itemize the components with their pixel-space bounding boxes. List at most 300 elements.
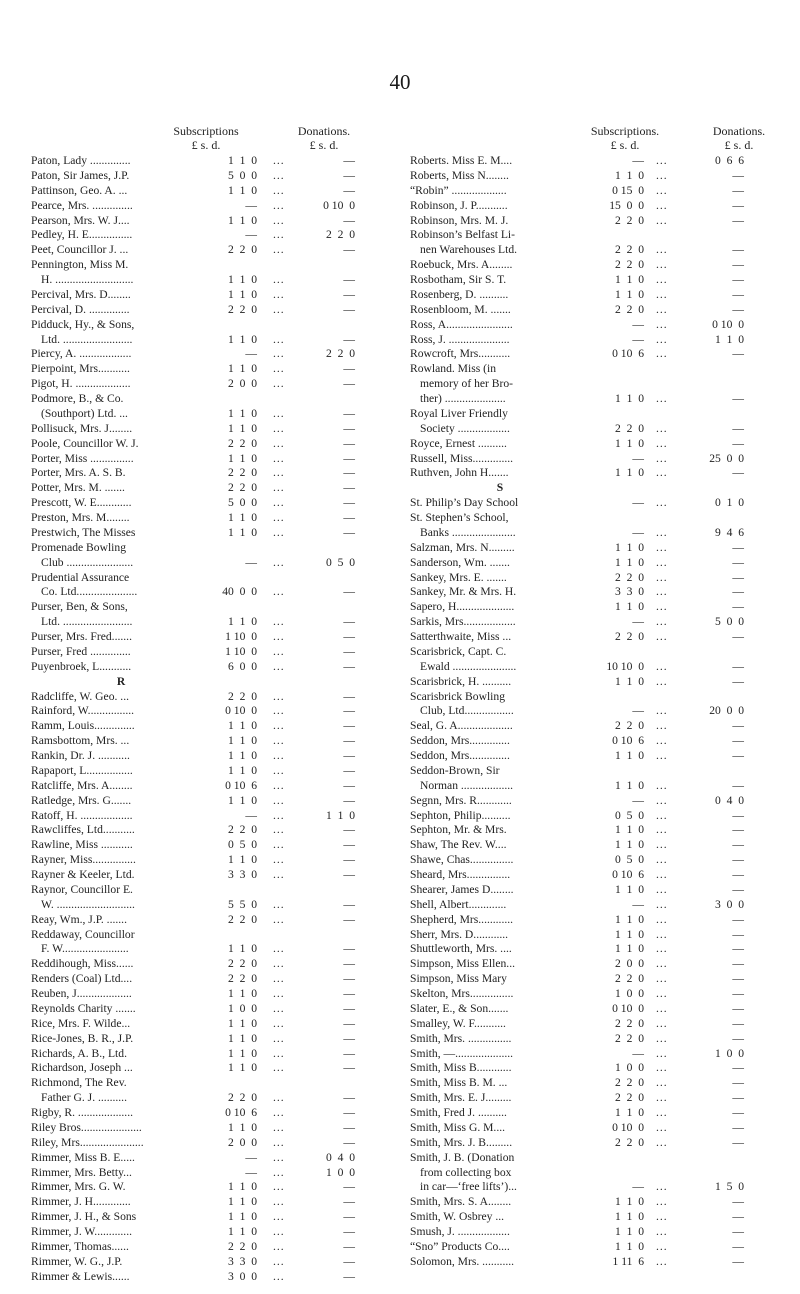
- entry-name: Pigot, H. ...................: [31, 377, 131, 391]
- subscription-amount: 2 2 0: [228, 689, 257, 703]
- subscription-amount: 0 10 6: [612, 347, 644, 361]
- subscription-amount: 1 1 0: [615, 287, 644, 301]
- list-item: [31, 452, 407, 467]
- list-item: [410, 392, 790, 407]
- donation-amount: 1 0 0: [715, 1046, 744, 1060]
- entry-name: Ratoff, H. ..................: [31, 808, 133, 822]
- section-heading: S: [496, 481, 504, 495]
- leader-dots: ...: [273, 719, 285, 733]
- entry-name: Pearce, Mrs. ..............: [31, 198, 133, 212]
- list-item: [31, 1195, 407, 1210]
- entry-name: Rimmer, Thomas......: [31, 1239, 129, 1253]
- list-item: [31, 1255, 407, 1270]
- leader-dots: ...: [656, 615, 668, 629]
- entry-name: Richards, A. B., Ltd.: [31, 1046, 127, 1060]
- subscription-amount: 2 2 0: [615, 630, 644, 643]
- donation-amount: 3 0 0: [715, 897, 744, 911]
- leader-dots: ...: [273, 1239, 285, 1253]
- donation-amount: —: [732, 927, 744, 941]
- list-item: [410, 1017, 790, 1032]
- leader-dots: ...: [656, 942, 668, 956]
- leader-dots: ...: [273, 1180, 285, 1194]
- section-heading: R: [116, 674, 126, 688]
- leader-dots: ...: [656, 1091, 668, 1105]
- list-item: [31, 1047, 407, 1062]
- entry-name: Prescott, W. E............: [31, 496, 132, 510]
- donations-heading-right: Donations.: [712, 124, 766, 138]
- subscription-amount: 1 1 0: [615, 168, 644, 182]
- leader-dots: ...: [273, 838, 285, 852]
- leader-dots: ...: [273, 466, 285, 480]
- donation-amount: 0 4 0: [715, 793, 744, 807]
- leader-dots: ...: [273, 644, 285, 658]
- subscription-amount: 1 10 0: [225, 644, 257, 658]
- donation-amount: —: [343, 630, 355, 643]
- entry-name: Smith, Mrs. S. A........: [410, 1195, 512, 1209]
- donation-amount: —: [343, 749, 355, 762]
- list-item: [410, 556, 790, 571]
- subscriptions-units-right: £ s. d.: [610, 138, 640, 152]
- list-item: [31, 942, 407, 957]
- list-item: [31, 749, 407, 764]
- donation-amount: —: [343, 853, 355, 867]
- donation-amount: —: [732, 912, 744, 926]
- list-item: [410, 630, 790, 645]
- subscription-amount: 1 1 0: [228, 362, 257, 376]
- list-item: [31, 883, 407, 898]
- subscription-amount: 1 1 0: [615, 912, 644, 926]
- subscriptions-units: £ s. d.: [191, 138, 221, 152]
- entry-name: Ratledge, Mrs. G.......: [31, 793, 132, 807]
- list-item: [31, 719, 407, 734]
- leader-dots: ...: [273, 615, 285, 629]
- entry-name: Rosenbloom, M. .......: [410, 302, 511, 316]
- donation-amount: —: [343, 778, 355, 792]
- entry-name: Seddon, Mrs..............: [410, 749, 510, 762]
- subscription-amount: 2 2 0: [228, 481, 257, 495]
- entry-name: Sarkis, Mrs..................: [410, 615, 516, 629]
- leader-dots: ...: [273, 154, 285, 167]
- donation-amount: —: [732, 243, 744, 257]
- entry-name: F. W.......................: [41, 942, 129, 956]
- leader-dots: ...: [656, 258, 668, 272]
- subscription-amount: —: [245, 228, 257, 242]
- leader-dots: ...: [273, 823, 285, 837]
- leader-dots: ...: [273, 808, 285, 822]
- subscription-amount: —: [245, 555, 257, 569]
- entry-name: W. ...........................: [41, 897, 135, 911]
- entry-name: Rawcliffes, Ltd...........: [31, 823, 135, 837]
- list-item: [31, 645, 407, 660]
- donation-amount: —: [732, 823, 744, 837]
- donation-amount: —: [732, 347, 744, 361]
- leader-dots: ...: [273, 749, 285, 762]
- list-item: [31, 214, 407, 229]
- subscription-amount: 1 1 0: [228, 942, 257, 956]
- list-item: [31, 199, 407, 214]
- entry-name: Pearson, Mrs. W. J....: [31, 213, 130, 227]
- subscription-amount: 0 15 0: [612, 183, 644, 197]
- entry-name: Slater, E., & Son.......: [410, 1001, 509, 1015]
- donation-amount: —: [343, 868, 355, 881]
- entry-name: Seal, G. A...................: [410, 719, 513, 733]
- entry-name: Porter, Mrs. A. S. B.: [31, 466, 126, 480]
- donation-amount: 2 2 0: [326, 347, 355, 361]
- entry-name: Ruthven, John H.......: [410, 466, 509, 480]
- leader-dots: ...: [273, 1046, 285, 1060]
- leader-dots: ...: [273, 1061, 285, 1075]
- subscription-amount: —: [632, 704, 644, 718]
- donations-units-right: £ s. d.: [724, 138, 754, 152]
- leader-dots: ...: [273, 1120, 285, 1134]
- entry-name: Preston, Mrs. M........: [31, 511, 130, 524]
- list-item: [410, 1002, 790, 1017]
- donation-amount: —: [343, 987, 355, 1000]
- list-item: [410, 1255, 790, 1270]
- entry-name: Scarisbrick Bowling: [410, 689, 505, 703]
- subscription-amount: 5 0 0: [228, 496, 257, 510]
- leader-dots: ...: [656, 154, 668, 167]
- list-item: [410, 1195, 790, 1210]
- list-item: [410, 377, 790, 392]
- leader-dots: ...: [273, 421, 285, 435]
- leader-dots: ...: [273, 734, 285, 748]
- leader-dots: ...: [656, 630, 668, 643]
- subscription-amount: 1 1 0: [615, 436, 644, 450]
- entry-name: Pennington, Miss M.: [31, 258, 129, 272]
- subscription-amount: 2 2 0: [228, 823, 257, 837]
- subscription-amount: 1 1 0: [228, 615, 257, 629]
- leader-dots: ...: [656, 287, 668, 301]
- subscription-amount: 1 11 6: [612, 1254, 644, 1268]
- subscription-amount: —: [632, 615, 644, 629]
- subscription-amount: 1 1 0: [228, 1016, 257, 1030]
- list-item: [31, 615, 407, 630]
- list-item: [410, 1225, 790, 1240]
- entry-name: Rosbotham, Sir S. T.: [410, 273, 507, 286]
- subscription-amount: 1 1 0: [615, 273, 644, 286]
- list-item: [31, 764, 407, 779]
- entry-name: Sankey, Mr. & Mrs. H.: [410, 585, 517, 599]
- list-item: [410, 1032, 790, 1047]
- list-item: [410, 690, 790, 705]
- right-column-header: [410, 124, 790, 154]
- donation-amount: —: [732, 168, 744, 182]
- list-item: [31, 972, 407, 987]
- leader-dots: ...: [273, 273, 285, 286]
- list-item: [31, 1151, 407, 1166]
- donation-amount: —: [732, 600, 744, 614]
- leader-dots: ...: [273, 763, 285, 777]
- entry-name: Shearer, James D........: [410, 882, 514, 896]
- donation-amount: —: [732, 570, 744, 584]
- leader-dots: ...: [656, 1016, 668, 1030]
- list-item: [410, 407, 790, 422]
- subscription-amount: 1 0 0: [228, 1001, 257, 1015]
- list-item: [31, 1061, 407, 1076]
- list-item: [410, 199, 790, 214]
- list-item: [31, 154, 407, 169]
- list-item: [410, 868, 790, 883]
- leader-dots: ...: [656, 347, 668, 361]
- list-item: [31, 704, 407, 719]
- donation-amount: 2 2 0: [326, 228, 355, 242]
- subscription-amount: 1 1 0: [228, 1210, 257, 1224]
- subscription-amount: 2 2 0: [228, 1091, 257, 1105]
- subscription-amount: 1 1 0: [615, 882, 644, 896]
- entry-name: Rayner, Miss...............: [31, 853, 136, 867]
- donation-amount: 1 0 0: [326, 1165, 355, 1179]
- entry-name: Shawe, Chas...............: [410, 853, 514, 867]
- leader-dots: ...: [656, 912, 668, 926]
- donation-amount: —: [343, 659, 355, 673]
- subscription-amount: 1 1 0: [228, 273, 257, 286]
- list-item: [31, 496, 407, 511]
- donation-amount: —: [732, 540, 744, 554]
- entry-name: Russell, Miss..............: [410, 451, 514, 465]
- subscription-amount: 1 1 0: [228, 213, 257, 227]
- list-item: [31, 184, 407, 199]
- list-item: [410, 1106, 790, 1121]
- donation-amount: —: [343, 183, 355, 197]
- donation-amount: —: [343, 273, 355, 286]
- donation-amount: —: [343, 1254, 355, 1268]
- list-item: [410, 779, 790, 794]
- entry-name: Ross, J. .....................: [410, 332, 510, 346]
- subscription-amount: —: [632, 154, 644, 167]
- list-item: [31, 868, 407, 883]
- list-item: [31, 392, 407, 407]
- list-item: [410, 452, 790, 467]
- entry-name: Pedley, H. E...............: [31, 228, 133, 242]
- donation-amount: 1 5 0: [715, 1180, 744, 1194]
- donation-amount: —: [343, 1239, 355, 1253]
- subscription-amount: 2 2 0: [228, 243, 257, 257]
- leader-dots: ...: [273, 987, 285, 1000]
- list-item: [31, 228, 407, 243]
- subscription-amount: 2 2 0: [615, 1135, 644, 1149]
- entry-name: Potter, Mrs. M. .......: [31, 481, 125, 495]
- subscription-amount: 1 1 0: [615, 392, 644, 405]
- list-item: [31, 690, 407, 705]
- entry-name: Robinson’s Belfast Li-: [410, 228, 515, 242]
- entry-name: St. Philip’s Day School: [410, 496, 519, 510]
- donations-units: £ s. d.: [309, 138, 339, 152]
- donation-amount: —: [732, 838, 744, 852]
- entry-name: Renders (Coal) Ltd....: [31, 972, 133, 986]
- leader-dots: ...: [273, 1150, 285, 1164]
- donation-amount: —: [343, 154, 355, 167]
- entry-name: Rawline, Miss ...........: [31, 838, 133, 852]
- list-item: [410, 1166, 790, 1181]
- leader-dots: ...: [656, 659, 668, 673]
- list-item: [410, 883, 790, 898]
- list-item: [410, 957, 790, 972]
- donation-amount: —: [343, 421, 355, 435]
- donation-amount: —: [343, 332, 355, 346]
- entry-name: Smith, Mrs. J. B.........: [410, 1135, 513, 1149]
- entry-name: Smith, W. Osbrey ...: [410, 1210, 505, 1224]
- entry-name: Podmore, B., & Co.: [31, 392, 124, 405]
- entry-name: Royce, Ernest ..........: [410, 436, 507, 450]
- leader-dots: ...: [273, 659, 285, 673]
- donation-amount: —: [732, 1106, 744, 1119]
- list-item: [31, 823, 407, 838]
- subscription-amount: 0 10 6: [612, 734, 644, 748]
- entry-name: Rigby, R. ...................: [31, 1106, 133, 1119]
- list-item: [31, 1240, 407, 1255]
- leader-dots: ...: [273, 1269, 285, 1283]
- leader-dots: ...: [656, 719, 668, 733]
- leader-dots: ...: [273, 213, 285, 227]
- entry-name: Norman ..................: [420, 778, 514, 792]
- donation-amount: —: [343, 406, 355, 420]
- donation-amount: —: [343, 1016, 355, 1030]
- leader-dots: ...: [656, 1076, 668, 1090]
- leader-dots: ...: [656, 451, 668, 465]
- subscription-amount: 1 1 0: [228, 749, 257, 762]
- donation-amount: —: [343, 912, 355, 926]
- entry-name: Puyenbroek, L...........: [31, 659, 132, 673]
- subscription-amount: 1 1 0: [615, 838, 644, 852]
- leader-dots: ...: [656, 198, 668, 212]
- list-item: [31, 466, 407, 481]
- subscription-amount: —: [632, 317, 644, 331]
- leader-dots: ...: [656, 793, 668, 807]
- subscription-amount: 0 5 0: [228, 838, 257, 852]
- leader-dots: ...: [656, 1106, 668, 1119]
- subscription-amount: 0 10 6: [612, 868, 644, 881]
- list-item: [410, 898, 790, 913]
- list-item: [410, 333, 790, 348]
- subscription-amount: 1 1 0: [615, 778, 644, 792]
- subscription-amount: 1 1 0: [615, 600, 644, 614]
- list-item: [31, 779, 407, 794]
- entry-name: Roebuck, Mrs. A........: [410, 258, 513, 272]
- donation-amount: —: [343, 689, 355, 703]
- subscription-amount: 1 1 0: [615, 540, 644, 554]
- entry-name: Rimmer, J. W.............: [31, 1225, 132, 1238]
- donation-amount: —: [732, 957, 744, 971]
- entry-name: Sheard, Mrs...............: [410, 868, 511, 881]
- entry-name: Reddihough, Miss......: [31, 957, 134, 971]
- list-item: [31, 303, 407, 318]
- entry-name: Smith, —....................: [410, 1046, 514, 1060]
- donation-amount: —: [732, 585, 744, 599]
- list-item: [31, 1076, 407, 1091]
- list-item: [410, 645, 790, 660]
- donation-amount: —: [343, 942, 355, 956]
- entry-name: Smith, Mrs. E. J.........: [410, 1091, 512, 1105]
- entry-name: Ltd. ........................: [41, 615, 133, 629]
- entry-name: Rankin, Dr. J. ...........: [31, 749, 130, 762]
- entry-name: Seddon-Brown, Sir: [410, 763, 500, 777]
- list-item: [31, 243, 407, 258]
- entry-name: Purser, Fred ..............: [31, 644, 131, 658]
- entry-name: Roberts, Miss N........: [410, 168, 509, 182]
- entry-name: Promenade Bowling: [31, 540, 126, 554]
- leader-dots: ...: [273, 853, 285, 867]
- entry-name: Rimmer, Mrs. Betty...: [31, 1165, 132, 1179]
- list-item: [31, 571, 407, 586]
- donation-amount: —: [732, 1239, 744, 1253]
- entry-name: Ratcliffe, Mrs. A........: [31, 778, 133, 792]
- entry-name: Purser, Mrs. Fred.......: [31, 630, 132, 643]
- entry-name: Robinson, J. P...........: [410, 198, 508, 212]
- leader-dots: ...: [656, 555, 668, 569]
- list-item: [31, 1270, 407, 1285]
- list-item: [410, 526, 790, 541]
- subscription-amount: —: [245, 1165, 257, 1179]
- donation-amount: —: [343, 1046, 355, 1060]
- list-item: [31, 600, 407, 615]
- donation-amount: —: [732, 1016, 744, 1030]
- donation-amount: —: [732, 1076, 744, 1090]
- subscription-amount: 1 1 0: [228, 183, 257, 197]
- leader-dots: ...: [656, 317, 668, 331]
- left-column-header: [31, 124, 407, 154]
- entry-name: Paton, Sir James, J.P.: [31, 168, 130, 182]
- entry-name: Smith, Miss G. M....: [410, 1120, 506, 1134]
- subscription-amount: 0 10 6: [225, 778, 257, 792]
- subscription-amount: 1 1 0: [228, 1031, 257, 1045]
- leader-dots: ...: [273, 1210, 285, 1224]
- donation-amount: —: [343, 897, 355, 911]
- donation-amount: —: [343, 481, 355, 495]
- donation-amount: —: [343, 972, 355, 986]
- leader-dots: ...: [273, 347, 285, 361]
- subscription-amount: 2 2 0: [228, 1239, 257, 1253]
- leader-dots: ...: [656, 183, 668, 197]
- subscription-amount: 1 1 0: [615, 674, 644, 688]
- subscription-amount: 2 2 0: [615, 570, 644, 584]
- list-item: [31, 957, 407, 972]
- list-item: [31, 913, 407, 928]
- subscription-amount: —: [632, 451, 644, 465]
- left-column: [31, 124, 407, 1285]
- list-item: [410, 913, 790, 928]
- leader-dots: ...: [273, 1254, 285, 1268]
- list-item: [410, 347, 790, 362]
- entry-name: Ramm, Louis..............: [31, 719, 135, 733]
- subscription-amount: —: [632, 1180, 644, 1194]
- subscription-amount: 1 1 0: [228, 1180, 257, 1194]
- list-item: [410, 154, 790, 169]
- right-entry-list: [410, 154, 790, 1270]
- subscription-amount: 2 2 0: [615, 1016, 644, 1030]
- entry-name: Seddon, Mrs..............: [410, 734, 510, 748]
- leader-dots: ...: [273, 362, 285, 376]
- entry-name: Royal Liver Friendly: [410, 406, 508, 420]
- donation-amount: —: [732, 287, 744, 301]
- list-item: [31, 407, 407, 422]
- entry-name: Rowcroft, Mrs...........: [410, 347, 511, 361]
- donation-amount: 1 1 0: [715, 332, 744, 346]
- leader-dots: ...: [273, 704, 285, 718]
- subscription-amount: 2 2 0: [615, 1091, 644, 1105]
- list-item: [410, 496, 790, 511]
- leader-dots: ...: [656, 704, 668, 718]
- list-item: [410, 972, 790, 987]
- list-item: [410, 734, 790, 749]
- subscription-amount: —: [632, 496, 644, 510]
- subscription-amount: 2 2 0: [228, 466, 257, 480]
- entry-name: Scarisbrick, H. ..........: [410, 674, 512, 688]
- subscription-amount: 1 1 0: [228, 332, 257, 346]
- leader-dots: ...: [656, 273, 668, 286]
- donation-amount: —: [343, 838, 355, 852]
- entry-name: Poole, Councillor W. J.: [31, 436, 139, 450]
